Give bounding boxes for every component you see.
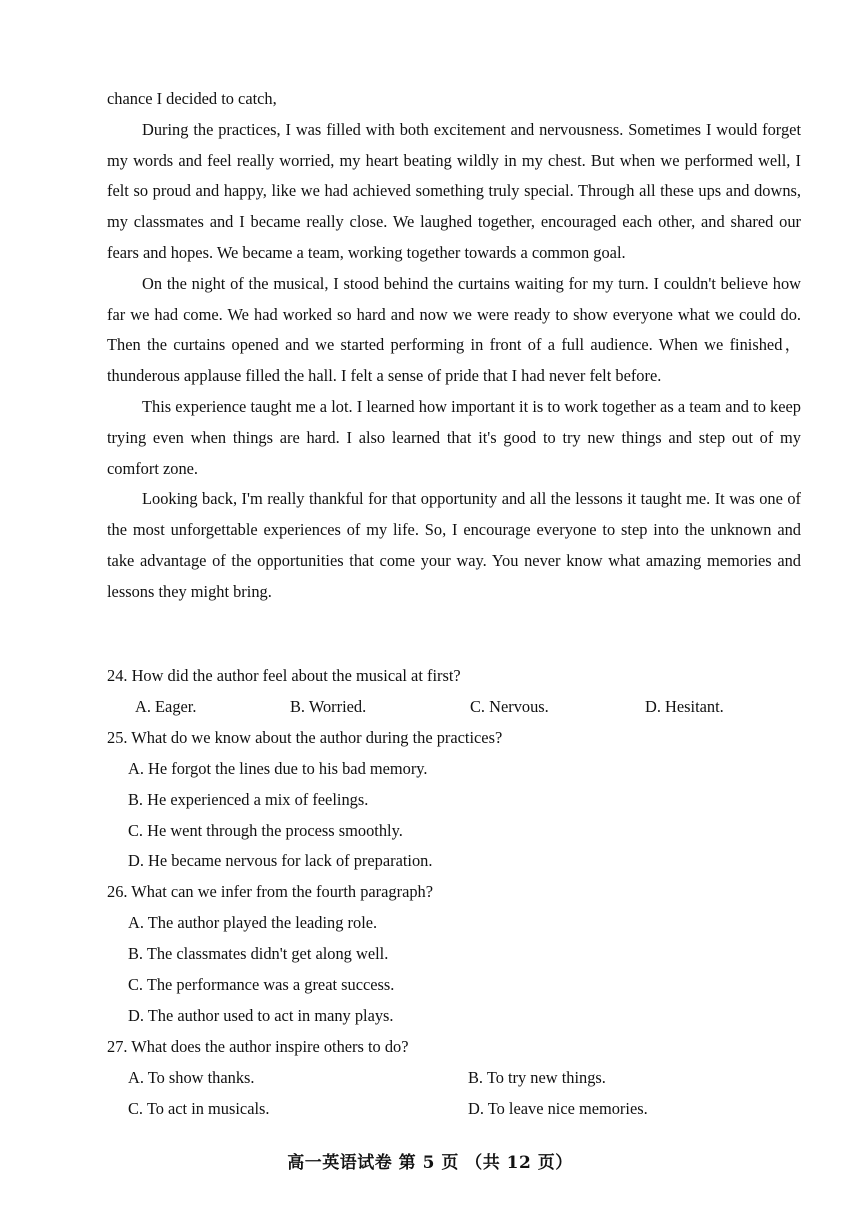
option-b: B. He experienced a mix of feelings. bbox=[128, 789, 369, 809]
passage-paragraph: This experience taught me a lot. I learned how important it is to work together as a team and to keep trying even when things are hard. I also learned that it's good to try new things and step out of my comfort zone. bbox=[107, 396, 801, 478]
answer-options bbox=[107, 1063, 807, 1125]
page-footer: 高一英语试卷 第 5 页 （共 12 页） bbox=[287, 1153, 573, 1173]
answer-options bbox=[107, 692, 807, 723]
question-25 bbox=[107, 723, 807, 878]
option-c: C. The performance was a great success. bbox=[128, 975, 395, 995]
question-26 bbox=[107, 877, 807, 1032]
option-d: D. To leave nice memories. bbox=[468, 1098, 648, 1118]
option-d: D. He became nervous for lack of preparation. bbox=[128, 851, 433, 871]
passage-paragraph: Looking back, I'm really thankful for that opportunity and all the lessons it taught me. It was one of the most unforgettable experiences of my life. So, I encourage everyone to step into the unknown and take advantage of the opportunities that come your way. You never know what amazing memories and lessons they might bring. bbox=[107, 489, 801, 601]
passage-paragraph: chance I decided to catch, bbox=[107, 89, 277, 108]
answer-options bbox=[107, 754, 807, 878]
option-a: A. Eager. bbox=[135, 696, 197, 716]
passage-paragraph: On the night of the musical, I stood behind the curtains waiting for my turn. I couldn't believe how far we had come. We had worked so hard and now we were ready to show everyone what we could do. Then the curtains opened and we started performing in front of a full audience. When we finished，thunderous applause filled the hall. I felt a sense of pride that I had never felt before. bbox=[107, 273, 801, 386]
option-c: C. To act in musicals. bbox=[128, 1098, 270, 1118]
question-stem: 26. What can we infer from the fourth paragraph? bbox=[107, 882, 434, 902]
question-27 bbox=[107, 1032, 807, 1125]
question-stem: 27. What does the author inspire others to do? bbox=[107, 1036, 409, 1056]
question-24 bbox=[107, 661, 807, 723]
option-d: D. Hesitant. bbox=[645, 696, 724, 716]
option-a: A. He forgot the lines due to his bad memory. bbox=[128, 758, 428, 778]
question-list bbox=[107, 661, 807, 1125]
answer-options bbox=[107, 908, 807, 1032]
option-b: B. To try new things. bbox=[468, 1067, 606, 1087]
reading-passage bbox=[107, 84, 801, 608]
option-b: B. The classmates didn't get along well. bbox=[128, 944, 389, 964]
option-c: C. He went through the process smoothly. bbox=[128, 820, 403, 840]
option-b: B. Worried. bbox=[290, 696, 367, 716]
option-a: A. The author played the leading role. bbox=[128, 913, 378, 933]
question-stem: 25. What do we know about the author during the practices? bbox=[107, 727, 503, 747]
option-d: D. The author used to act in many plays. bbox=[128, 1005, 394, 1025]
passage-paragraph: During the practices, I was filled with both excitement and nervousness. Sometimes I would forget my words and feel really worried, my heart beating wildly in my chest. But when we performed well, I felt so proud and happy, like we had achieved something truly special. Through all these ups and downs, my classmates and I became really close. We laughed together, encouraged each other, and shared our fears and hopes. We became a team, working together towards a common goal. bbox=[107, 119, 801, 262]
option-a: A. To show thanks. bbox=[128, 1067, 255, 1087]
question-stem: 24. How did the author feel about the musical at first? bbox=[107, 666, 461, 685]
option-c: C. Nervous. bbox=[470, 696, 549, 716]
